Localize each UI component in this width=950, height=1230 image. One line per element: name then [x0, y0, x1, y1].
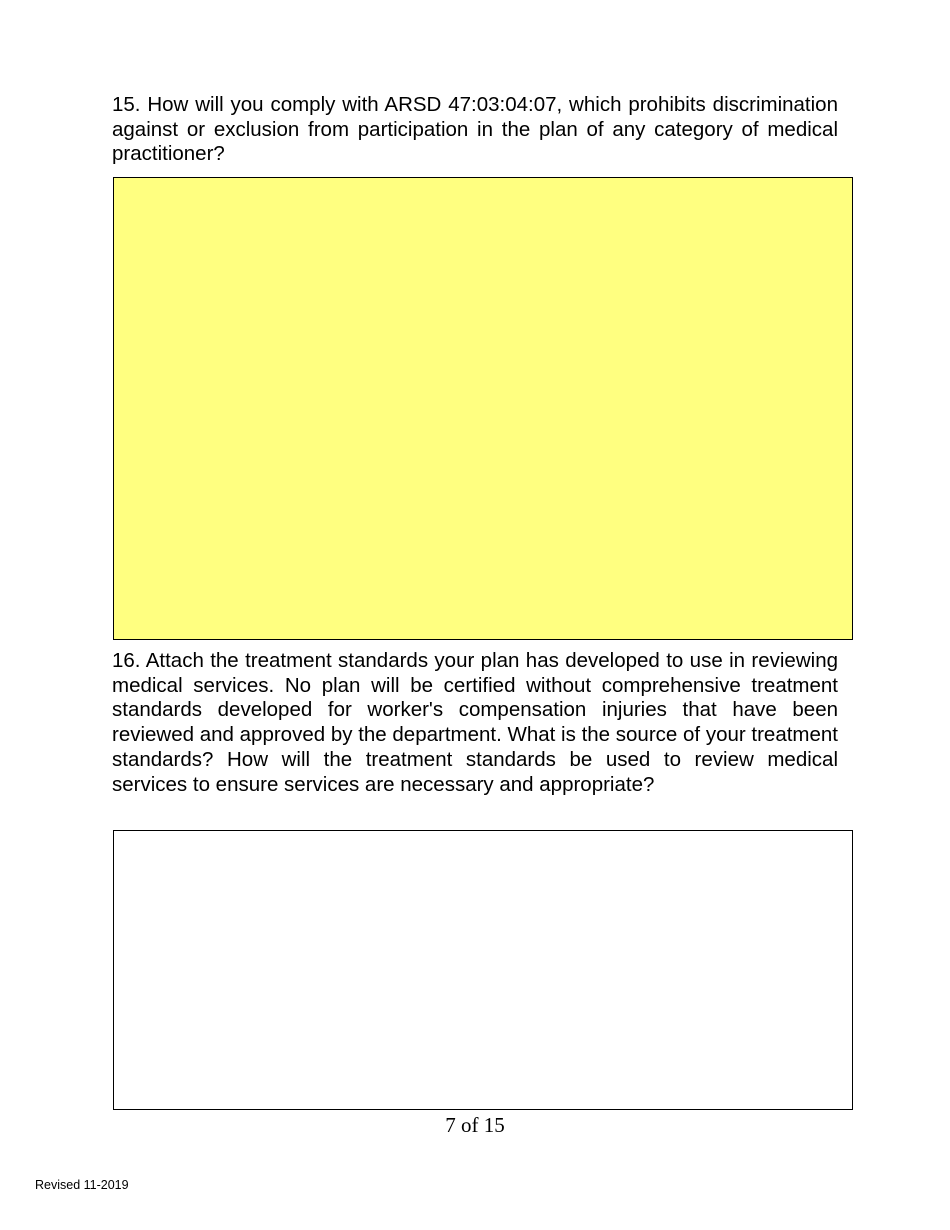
- question-16-text: 16. Attach the treatment standards your plan has developed to use in reviewing medical services. No plan will be certified without comprehensive treatment standards developed for worker's compensation injuries that have been reviewed and approved by the department. What is the source of your treatment standards? How will the treatment standards be used to review medical services to ensure services are necessary and appropriate?: [112, 649, 838, 796]
- question-16-answer-field[interactable]: [113, 830, 853, 1110]
- question-15-answer-field[interactable]: [113, 177, 853, 640]
- question-15-text: 15. How will you comply with ARSD 47:03:04:07, which prohibits discrimination against or exclusion from participation in the plan of any category of medical practitioner?: [112, 93, 838, 166]
- revision-date: Revised 11-2019: [35, 1178, 129, 1192]
- page-number: 7 of 15: [445, 1113, 505, 1137]
